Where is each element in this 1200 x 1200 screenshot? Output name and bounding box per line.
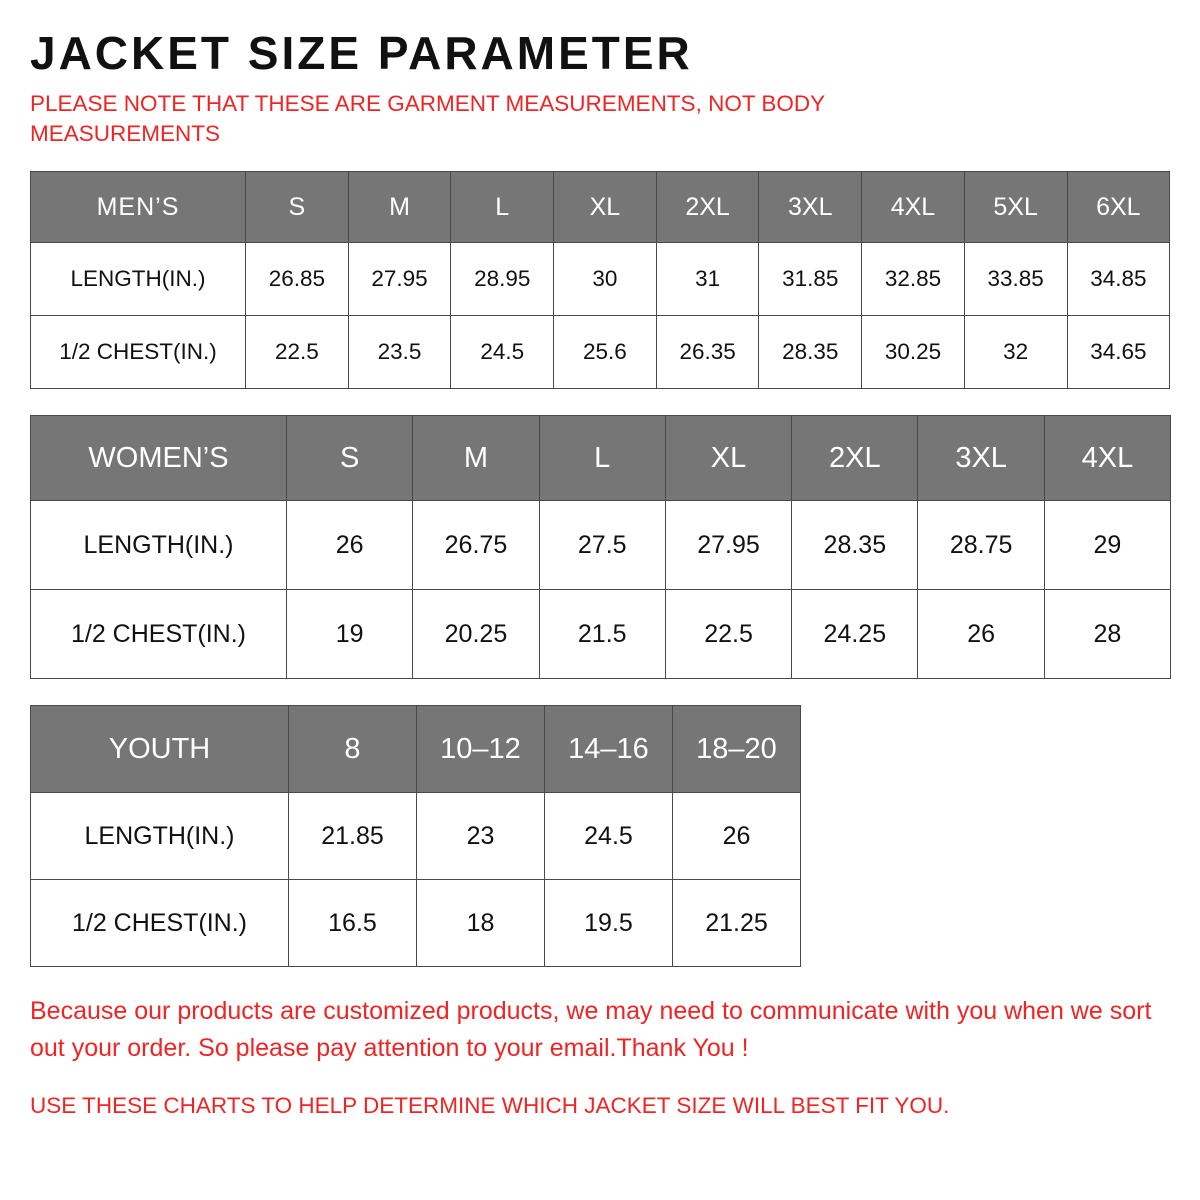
mens-length-xl: 30 [554, 243, 657, 316]
womens-chest-2xl: 24.25 [792, 590, 918, 679]
youth-size-18-20: 18–20 [673, 706, 801, 793]
mens-length-l: 28.95 [451, 243, 554, 316]
table-row [31, 880, 801, 967]
mens-length-2xl: 31 [656, 243, 759, 316]
youth-header-label: YOUTH [31, 706, 289, 793]
youth-chest-8: 16.5 [289, 880, 417, 967]
youth-chest-label: 1/2 CHEST(IN.) [31, 880, 289, 967]
page-title: JACKET SIZE PARAMETER [30, 27, 693, 79]
mens-chest-4xl: 30.25 [862, 316, 965, 389]
mens-chest-6xl: 34.65 [1067, 316, 1170, 389]
table-row [31, 316, 1170, 389]
mens-chest-m: 23.5 [348, 316, 451, 389]
womens-length-3xl: 28.75 [918, 501, 1044, 590]
youth-length-14-16: 24.5 [545, 793, 673, 880]
womens-length-m: 26.75 [413, 501, 539, 590]
table-row [31, 243, 1170, 316]
womens-size-l: L [539, 416, 665, 501]
womens-chest-label: 1/2 CHEST(IN.) [31, 590, 287, 679]
mens-length-5xl: 33.85 [964, 243, 1067, 316]
mens-size-6xl: 6XL [1067, 172, 1170, 243]
womens-header-label: WOMEN’S [31, 416, 287, 501]
womens-length-s: 26 [287, 501, 413, 590]
womens-size-xl: XL [665, 416, 791, 501]
womens-length-xl: 27.95 [665, 501, 791, 590]
mens-size-table [30, 171, 1170, 389]
garment-measurement-note: PLEASE NOTE THAT THESE ARE GARMENT MEASUREMENTS, NOT BODY MEASUREMENTS [30, 90, 825, 146]
youth-size-14-16: 14–16 [545, 706, 673, 793]
mens-length-label: LENGTH(IN.) [31, 243, 246, 316]
womens-chest-m: 20.25 [413, 590, 539, 679]
mens-size-2xl: 2XL [656, 172, 759, 243]
table-header-row [31, 416, 1171, 501]
youth-length-8: 21.85 [289, 793, 417, 880]
womens-length-l: 27.5 [539, 501, 665, 590]
womens-length-label: LENGTH(IN.) [31, 501, 287, 590]
mens-size-4xl: 4XL [862, 172, 965, 243]
womens-size-4xl: 4XL [1044, 416, 1170, 501]
womens-size-table [30, 415, 1171, 679]
table-header-row [31, 706, 801, 793]
mens-size-3xl: 3XL [759, 172, 862, 243]
mens-length-6xl: 34.85 [1067, 243, 1170, 316]
table-header-row [31, 172, 1170, 243]
womens-chest-s: 19 [287, 590, 413, 679]
youth-size-10-12: 10–12 [417, 706, 545, 793]
womens-size-3xl: 3XL [918, 416, 1044, 501]
mens-length-m: 27.95 [348, 243, 451, 316]
mens-size-m: M [348, 172, 451, 243]
mens-size-5xl: 5XL [964, 172, 1067, 243]
mens-chest-3xl: 28.35 [759, 316, 862, 389]
table-row [31, 793, 801, 880]
mens-size-s: S [246, 172, 349, 243]
womens-size-m: M [413, 416, 539, 501]
womens-chest-3xl: 26 [918, 590, 1044, 679]
youth-length-10-12: 23 [417, 793, 545, 880]
womens-length-2xl: 28.35 [792, 501, 918, 590]
womens-chest-xl: 22.5 [665, 590, 791, 679]
youth-chest-18-20: 21.25 [673, 880, 801, 967]
youth-length-18-20: 26 [673, 793, 801, 880]
chart-usage-note: USE THESE CHARTS TO HELP DETERMINE WHICH JACKET SIZE WILL BEST FIT YOU. [30, 1092, 950, 1118]
table-row [31, 590, 1171, 679]
youth-chest-10-12: 18 [417, 880, 545, 967]
womens-size-s: S [287, 416, 413, 501]
youth-length-label: LENGTH(IN.) [31, 793, 289, 880]
mens-size-xl: XL [554, 172, 657, 243]
mens-chest-xl: 25.6 [554, 316, 657, 389]
mens-length-4xl: 32.85 [862, 243, 965, 316]
mens-chest-label: 1/2 CHEST(IN.) [31, 316, 246, 389]
womens-size-2xl: 2XL [792, 416, 918, 501]
mens-length-3xl: 31.85 [759, 243, 862, 316]
youth-chest-14-16: 19.5 [545, 880, 673, 967]
youth-size-table [30, 705, 801, 967]
mens-chest-2xl: 26.35 [656, 316, 759, 389]
mens-length-s: 26.85 [246, 243, 349, 316]
customization-note: Because our products are customized products, we may need to communicate with you when we sort out your order. So please pay attention to your email.Thank You ! [30, 997, 1152, 1062]
mens-chest-5xl: 32 [964, 316, 1067, 389]
womens-chest-l: 21.5 [539, 590, 665, 679]
mens-header-label: MEN’S [31, 172, 246, 243]
womens-length-4xl: 29 [1044, 501, 1170, 590]
table-row [31, 501, 1171, 590]
mens-size-l: L [451, 172, 554, 243]
mens-chest-s: 22.5 [246, 316, 349, 389]
womens-chest-4xl: 28 [1044, 590, 1170, 679]
mens-chest-l: 24.5 [451, 316, 554, 389]
youth-size-8: 8 [289, 706, 417, 793]
